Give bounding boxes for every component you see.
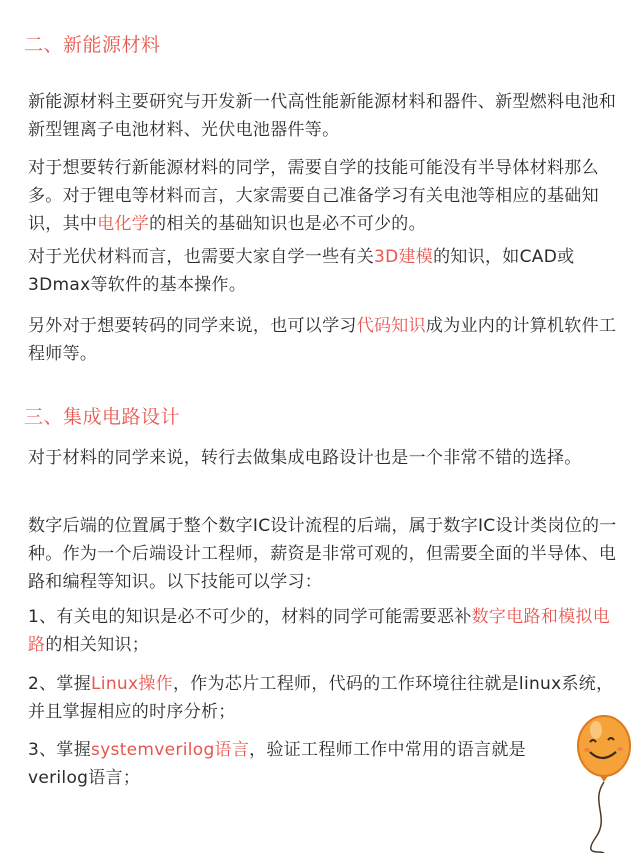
text-segment: 成为业内的计算机软件工程师等。: [28, 316, 617, 364]
heading-ic-design: 三、集成电路设计: [24, 406, 181, 428]
text-segment: 的相关知识；: [45, 635, 150, 655]
text-segment: 另外对于想要转码的同学来说，也可以学习: [28, 316, 357, 336]
highlight-link-code-knowledge[interactable]: 代码知识: [356, 316, 426, 336]
paragraph-coding: [28, 312, 618, 368]
text-segment: 的知识，如CAD或3Dmax等软件的基本操作。: [28, 247, 575, 295]
smiley-balloon-icon: [560, 712, 636, 857]
highlight-link-linux[interactable]: Linux操作: [91, 674, 173, 694]
paragraph-backend: 数字后端的位置属于整个数字IC设计流程的后端，属于数字IC设计类岗位的一种。作为一个后端设计工程师，薪资是非常可观的，但需要全面的半导体、电路和编程等知识。以下技能可以学习：: [28, 516, 617, 592]
highlight-link-circuits[interactable]: 数字电路和模拟电路: [28, 607, 611, 655]
paragraph-battery: [28, 154, 618, 238]
highlight-link-electrochemistry[interactable]: 电化学: [97, 214, 150, 234]
text-segment: 1、有关电的知识是必不可少的，材料的同学可能需要恶补: [28, 607, 472, 627]
list-item-circuits: [28, 603, 618, 659]
text-segment: 3、掌握: [28, 740, 92, 760]
paragraph-ic-intro: 对于材料的同学来说，转行去做集成电路设计也是一个非常不错的选择。: [28, 448, 582, 468]
list-item-linux: [28, 670, 618, 726]
heading-new-energy: 二、新能源材料: [24, 34, 161, 56]
text-segment: 的相关的基础知识也是必不可少的。: [149, 214, 426, 234]
paragraph-photovoltaic: [28, 243, 618, 299]
text-segment: 2、掌握: [28, 674, 92, 694]
text-segment: ，验证工程师工作中常用的语言就是verilog语言；: [28, 740, 526, 788]
paragraph-intro: 新能源材料主要研究与开发新一代高性能新能源材料和器件、新型燃料电池和新型锂离子电池材料、光伏电池器件等。: [28, 92, 617, 140]
text-segment: 对于想要转行新能源材料的同学，需要自学的技能可能没有半导体材料那么多。对于锂电等材料而言，大家需要自己准备学习有关电池等相应的基础知识，其中: [28, 158, 599, 234]
highlight-link-3d-modeling[interactable]: 3D建模: [374, 247, 434, 267]
list-item-systemverilog: [28, 736, 568, 792]
text-segment: ，作为芯片工程师，代码的工作环境往往就是linux系统，并且掌握相应的时序分析；: [28, 674, 614, 722]
highlight-link-systemverilog[interactable]: systemverilog语言: [91, 740, 250, 760]
text-segment: 对于光伏材料而言，也需要大家自学一些有关: [28, 247, 374, 267]
